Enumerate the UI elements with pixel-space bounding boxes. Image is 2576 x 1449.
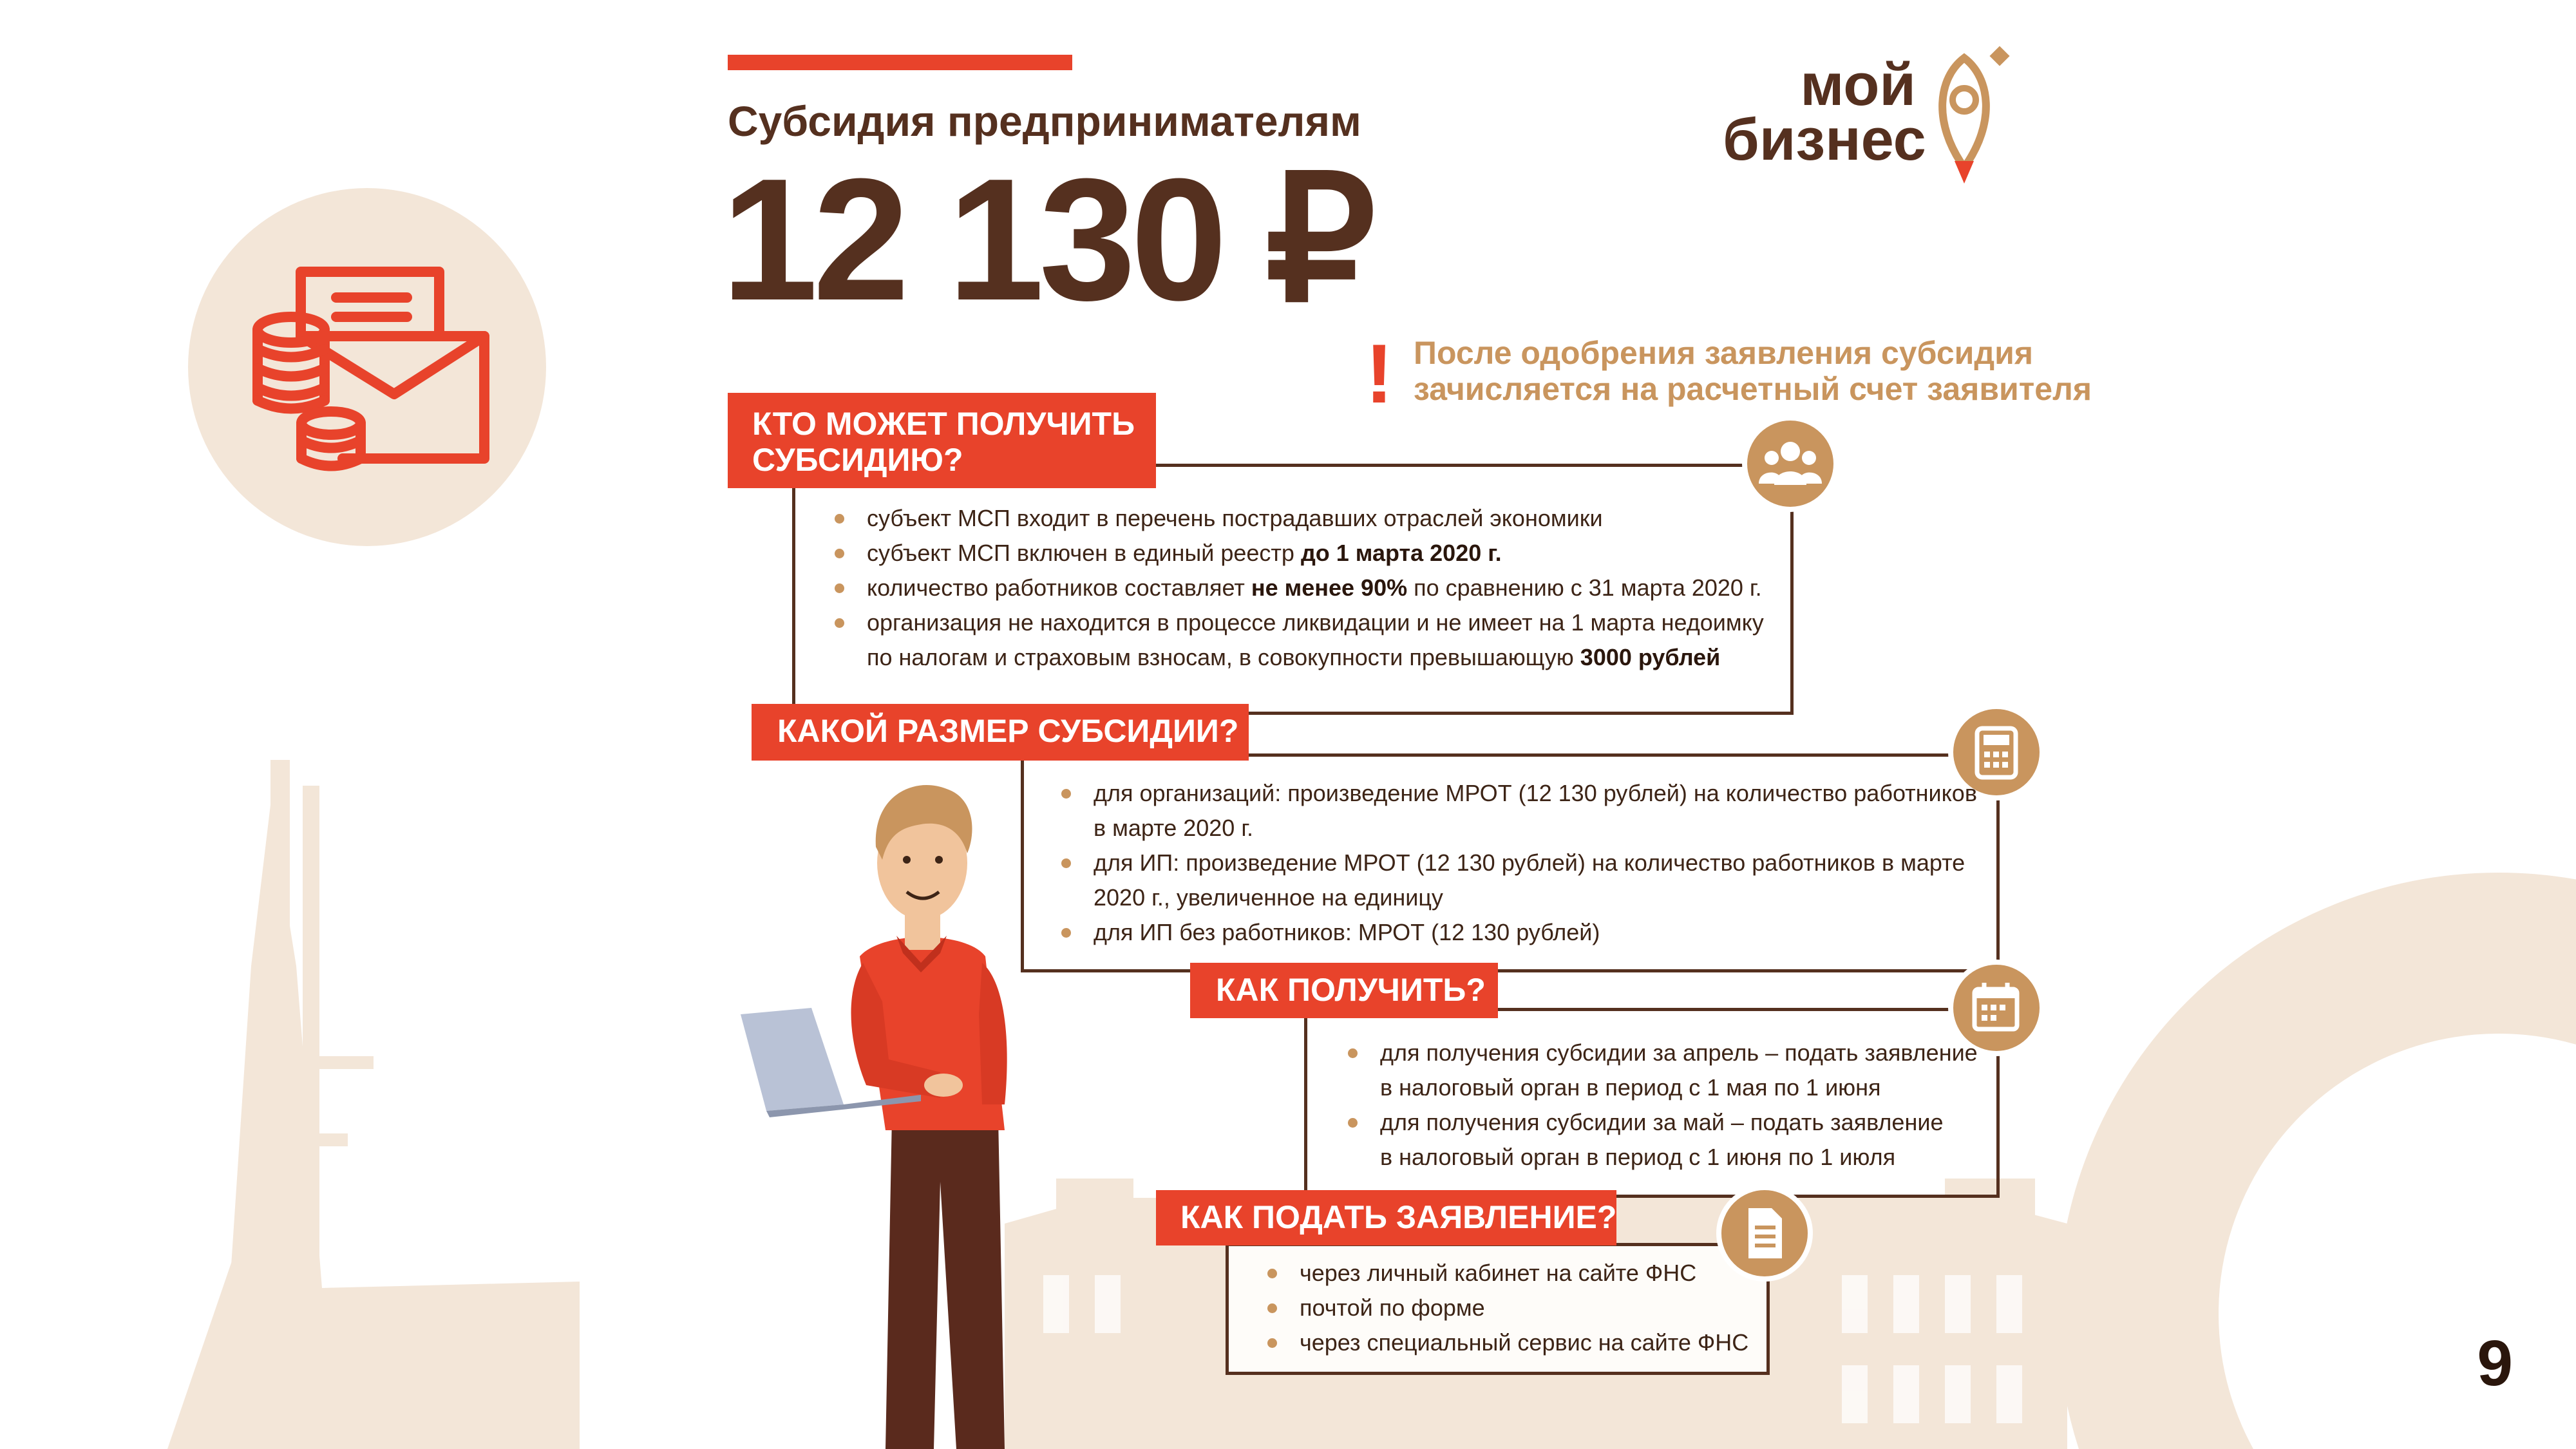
list-item: субъект МСП включен в единый реестр до 1 марта 2020 г. bbox=[829, 536, 1764, 571]
list-item: количество работников составляет не менее 90% по сравнению с 31 марта 2020 г. bbox=[829, 571, 1764, 605]
list-item: почтой по форме bbox=[1262, 1291, 1748, 1325]
who-title-line2: СУБСИДИЮ? bbox=[752, 442, 963, 478]
logo-text bbox=[1723, 52, 1926, 173]
rocket-logo-icon bbox=[1926, 45, 2016, 187]
who-list bbox=[829, 501, 1764, 675]
notice-line2: зачисляется на расчетный счет заявителя bbox=[1414, 371, 2092, 407]
logo-line2: бизнес bbox=[1723, 106, 1926, 173]
how-apply-section-title: КАК ПОДАТЬ ЗАЯВЛЕНИЕ? bbox=[1156, 1190, 1616, 1245]
logo-line1: мой bbox=[1800, 52, 1916, 118]
list-item: для ИП без работников: МРОТ (12 130 рублей) bbox=[1056, 915, 1977, 950]
people-icon-badge bbox=[1742, 415, 1839, 512]
money-envelope-icon bbox=[188, 188, 546, 546]
how-get-section-title: КАК ПОЛУЧИТЬ? bbox=[1190, 963, 1498, 1018]
size-section-title: КАКОЙ РАЗМЕР СУБСИДИИ? bbox=[752, 704, 1249, 761]
list-item: субъект МСП входит в перечень пострадавших отраслей экономики bbox=[829, 501, 1764, 536]
how-apply-list bbox=[1262, 1256, 1748, 1360]
size-list bbox=[1056, 776, 1977, 950]
accent-bar bbox=[728, 55, 1072, 70]
list-item: для получения субсидии за апрель – подать заявление в налоговый орган в период с 1 мая по 1 июня bbox=[1343, 1036, 1978, 1105]
person-illustration bbox=[728, 770, 1088, 1449]
people-icon bbox=[1747, 421, 1833, 507]
list-item: через личный кабинет на сайте ФНС bbox=[1262, 1256, 1748, 1291]
money-envelope-badge bbox=[188, 188, 546, 546]
list-item: для ИП: произведение МРОТ (12 130 рублей) на количество работников в марте 2020 г., увеличенное на единицу bbox=[1056, 846, 1977, 915]
list-item: через специальный сервис на сайте ФНС bbox=[1262, 1325, 1748, 1360]
subsidy-amount: 12 130 ₽ bbox=[721, 143, 1371, 337]
page-subtitle: Субсидия предпринимателям bbox=[728, 97, 1361, 145]
list-item: для получения субсидии за май – подать заявление в налоговый орган в период с 1 июня по 1 июля bbox=[1343, 1105, 1978, 1175]
notice-exclamation: ! bbox=[1365, 327, 1394, 421]
how-get-list bbox=[1343, 1036, 1978, 1175]
list-item: организация не находится в процессе ликвидации и не имеет на 1 марта недоимку по налогам и страховым взносам, в совокупности превышающую 3000 рублей bbox=[829, 605, 1764, 675]
list-item: для организаций: произведение МРОТ (12 130 рублей) на количество работников в марте 2020 г. bbox=[1056, 776, 1977, 846]
page-number: 9 bbox=[2477, 1327, 2513, 1399]
who-title-line1: КТО МОЖЕТ ПОЛУЧИТЬ bbox=[752, 406, 1135, 442]
notice-line1: После одобрения заявления субсидия bbox=[1414, 335, 2034, 371]
who-section-title bbox=[728, 393, 1156, 488]
notice-text bbox=[1414, 335, 2092, 407]
